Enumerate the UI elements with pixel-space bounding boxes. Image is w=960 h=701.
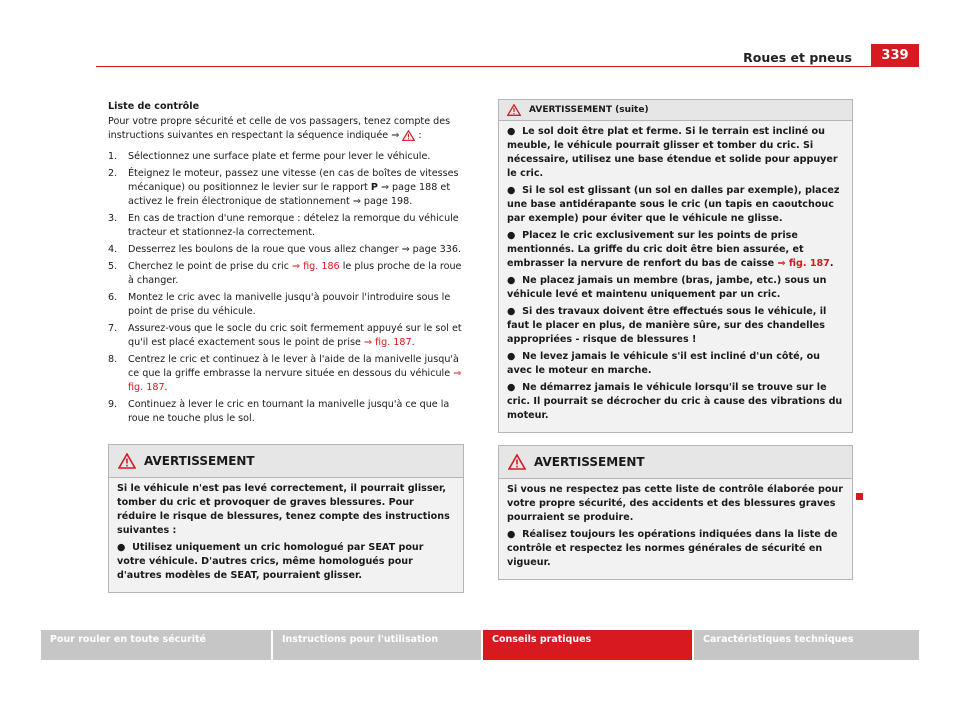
warning-bullet (507, 229, 844, 271)
bullet-text: Réalisez toujours les opérations indiquées dans la liste de contrôle et respectez les normes générales de sécurité en vigueur. (507, 529, 838, 568)
warning-continued-box (498, 99, 853, 433)
step-number: 1. (108, 151, 118, 162)
section-title: Roues et pneus (743, 50, 852, 65)
warning-header (499, 446, 852, 479)
bullet-icon: ● (507, 185, 516, 196)
step-text: Assurez-vous que le socle du cric soit fermement appuyé sur le sol et qu'il est placé exactement sous le point de prise (128, 323, 462, 348)
warning-bullet (507, 381, 844, 423)
step-text-cont: . (164, 382, 168, 393)
fig-186-link[interactable]: ⇒ fig. 186 (292, 261, 340, 272)
warning-bullet (507, 184, 844, 226)
step-text-cont: le plus proche de la roue à changer. (128, 261, 462, 286)
warning-text: Si le véhicule n'est pas levé correctement, il pourrait glisser, tomber du cric et provoquer de graves blessures. Pour réduire le risque de blessures, tenez compte des instructions suivantes : (117, 483, 450, 536)
bullet-text: Ne démarrez jamais le véhicule lorsqu'il se trouve sur le cric. Il pourrait se décrocher du cric à cause des vibrations du moteur. (507, 382, 843, 421)
step-text: Éteignez le moteur, passez une vitesse (en cas de boîtes de vitesses mécanique) ou positionnez le levier sur le rapport (128, 168, 459, 193)
bullet-text: Placez le cric exclusivement sur les points de prise mentionnés. La griffe du cric doit être bien assurée, et embrasser la nervure de renfort du bas de caisse (507, 230, 804, 269)
fig-187-link[interactable]: ⇒ fig. 187 (128, 368, 462, 393)
warning-box (498, 445, 853, 580)
warning-header (109, 445, 463, 478)
step-text: En cas de traction d'une remorque : dételez la remorque du véhicule tracteur et stationnez-la correctement. (128, 213, 459, 238)
tab-technical-specs[interactable]: Caractéristiques techniques (694, 630, 919, 660)
step-number: 5. (108, 261, 118, 272)
section-end-marker (856, 493, 863, 500)
step-text: Montez le cric avec la manivelle jusqu'à pouvoir l'introduire sous le point de prise du véhicule. (128, 292, 451, 317)
step-text-cont: ⇒ page 188 et activez le frein électronique de stationnement ⇒ page 198. (128, 182, 451, 207)
bullet-icon: ● (507, 306, 516, 317)
warning-bullet (507, 350, 844, 378)
bullet-text-end: . (829, 258, 834, 269)
list-item (108, 260, 464, 288)
step-text: Continuez à lever le cric en tournant la manivelle jusqu'à ce que la roue ne touche plus le sol. (128, 399, 450, 424)
gear-p: P (370, 182, 378, 193)
step-text: Cherchez le point de prise du cric (128, 261, 289, 272)
bullet-icon: ● (507, 275, 516, 286)
right-column (498, 99, 853, 580)
list-item (108, 167, 464, 209)
warning-continued-title: AVERTISSEMENT (suite) (529, 105, 649, 115)
step-number: 7. (108, 323, 118, 334)
step-text-cont: . (411, 337, 415, 348)
bullet-text: Si le sol est glissant (un sol en dalles par exemple), placez une base antidérapante sous le cric (un tapis en caoutchouc par exemple) pour éviter que le véhicule ne glisse. (507, 185, 840, 224)
header-rule (96, 66, 919, 67)
bullet-text: Utilisez uniquement un cric homologué par SEAT pour votre véhicule. D'autres crics, même homologués pour d'autres modèles de SEAT, pourraient glisser. (117, 542, 424, 581)
warning-title: AVERTISSEMENT (144, 454, 255, 468)
tab-practical-tips[interactable]: Conseils pratiques (483, 630, 692, 660)
bullet-icon: ● (507, 126, 516, 137)
warning-continued-header (499, 100, 852, 121)
warning-bullet (507, 274, 844, 302)
step-number: 2. (108, 168, 118, 179)
bullet-icon: ● (507, 230, 516, 241)
list-item (108, 322, 464, 350)
warning-triangle-icon (508, 454, 526, 470)
list-item (108, 398, 464, 426)
warning-bullet (507, 305, 844, 347)
bullet-icon: ● (507, 529, 516, 540)
intro-colon: : (418, 130, 422, 141)
left-column (108, 100, 464, 593)
checklist-steps (108, 150, 464, 426)
bullet-text: Ne placez jamais un membre (bras, jambe, etc.) sous un véhicule levé et maintenu uniquement par un cric. (507, 275, 827, 300)
step-text: Desserrez les boulons de la roue que vous allez changer ⇒ page 336. (128, 244, 462, 255)
warning-bullet (117, 541, 455, 583)
list-item (108, 291, 464, 319)
bullet-icon: ● (117, 542, 126, 553)
warning-text: Si vous ne respectez pas cette liste de contrôle élaborée pour votre propre sécurité, des accidents et des blessures graves pourraient se produire. (507, 484, 843, 523)
checklist-intro (108, 115, 464, 143)
bullet-text: Le sol doit être plat et ferme. Si le terrain est incliné ou meuble, le véhicule pourrait glisser et tomber du cric. Si nécessaire, utilisez une base étendue et solide pour appuyer le cric. (507, 126, 838, 179)
warning-triangle-icon (402, 130, 415, 141)
bullet-text: Si des travaux doivent être effectués sous le véhicule, il faut le placer en plus, de manière sûre, sur des chandelles appropriées - risque de blessures ! (507, 306, 827, 345)
step-number: 6. (108, 292, 118, 303)
step-text: Centrez le cric et continuez à le lever à l'aide de la manivelle jusqu'à ce que la griffe embrasse la nervure située en dessous du véhicule (128, 354, 459, 379)
list-item (108, 353, 464, 395)
tab-instructions[interactable]: Instructions pour l'utilisation (273, 630, 481, 660)
warning-triangle-icon (118, 453, 136, 469)
bullet-icon: ● (507, 382, 516, 393)
list-item (108, 212, 464, 240)
fig-187-link[interactable]: ⇒ fig. 187 (777, 258, 830, 269)
warning-box (108, 444, 464, 593)
checklist-title: Liste de contrôle (108, 101, 200, 112)
warning-continued-body (499, 121, 852, 432)
bullet-icon: ● (507, 351, 516, 362)
list-item (108, 150, 464, 164)
step-number: 4. (108, 244, 118, 255)
bullet-text: Ne levez jamais le véhicule s'il est incliné d'un côté, ou avec le moteur en marche. (507, 351, 821, 376)
list-item (108, 243, 464, 257)
step-number: 9. (108, 399, 118, 410)
intro-text: Pour votre propre sécurité et celle de vos passagers, tenez compte des instructions suivantes en respectant la séquence indiquée ⇒ (108, 116, 451, 141)
warning-bullet (507, 528, 844, 570)
warning-body (499, 479, 852, 579)
warning-triangle-icon (507, 104, 521, 116)
step-number: 3. (108, 213, 118, 224)
fig-187-link[interactable]: ⇒ fig. 187 (363, 337, 412, 348)
footer-nav (41, 630, 919, 660)
step-number: 8. (108, 354, 118, 365)
warning-body (109, 478, 463, 592)
warning-bullet (507, 125, 844, 181)
warning-title: AVERTISSEMENT (534, 455, 645, 469)
tab-safety[interactable]: Pour rouler en toute sécurité (41, 630, 271, 660)
page-number: 339 (871, 44, 919, 66)
step-text: Sélectionnez une surface plate et ferme pour lever le véhicule. (128, 151, 431, 162)
